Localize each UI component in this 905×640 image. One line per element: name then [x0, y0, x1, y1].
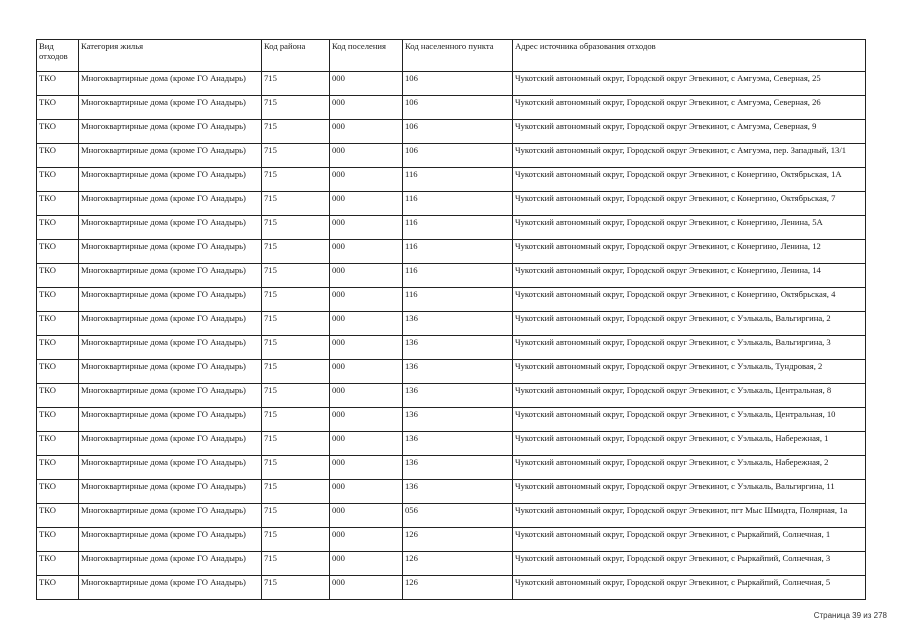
- cell-waste-type: ТКО: [37, 360, 79, 384]
- cell-settlement-code: 000: [330, 360, 403, 384]
- cell-housing-category: Многоквартирные дома (кроме ГО Анадырь): [79, 288, 262, 312]
- cell-housing-category: Многоквартирные дома (кроме ГО Анадырь): [79, 384, 262, 408]
- table-row: [37, 336, 866, 360]
- cell-district-code: 715: [262, 528, 330, 552]
- waste-sources-table: [36, 39, 866, 600]
- cell-district-code: 715: [262, 96, 330, 120]
- cell-settlement-code: 000: [330, 288, 403, 312]
- cell-locality-code: 116: [403, 288, 513, 312]
- cell-waste-type: ТКО: [37, 168, 79, 192]
- cell-district-code: 715: [262, 120, 330, 144]
- table-row: [37, 480, 866, 504]
- table-row: [37, 240, 866, 264]
- cell-locality-code: 106: [403, 144, 513, 168]
- cell-locality-code: 126: [403, 528, 513, 552]
- table-row: [37, 432, 866, 456]
- cell-locality-code: 136: [403, 456, 513, 480]
- cell-locality-code: 136: [403, 336, 513, 360]
- cell-source-address: Чукотский автономный округ, Городской округ Эгвекинот, с Конергино, Октябрьская, 7: [513, 192, 866, 216]
- table-row: [37, 192, 866, 216]
- cell-source-address: Чукотский автономный округ, Городской округ Эгвекинот, с Уэлькаль, Центральная, 8: [513, 384, 866, 408]
- cell-settlement-code: 000: [330, 480, 403, 504]
- cell-district-code: 715: [262, 480, 330, 504]
- table-row: [37, 264, 866, 288]
- cell-source-address: Чукотский автономный округ, Городской округ Эгвекинот, с Амгуэма, Северная, 25: [513, 72, 866, 96]
- cell-waste-type: ТКО: [37, 72, 79, 96]
- cell-district-code: 715: [262, 576, 330, 600]
- cell-settlement-code: 000: [330, 216, 403, 240]
- cell-settlement-code: 000: [330, 240, 403, 264]
- cell-waste-type: ТКО: [37, 264, 79, 288]
- header-housing-category: Категория жилья: [79, 40, 262, 72]
- table-row: [37, 120, 866, 144]
- cell-source-address: Чукотский автономный округ, Городской округ Эгвекинот, пгт Мыс Шмидта, Полярная, 1а: [513, 504, 866, 528]
- cell-waste-type: ТКО: [37, 552, 79, 576]
- cell-locality-code: 116: [403, 240, 513, 264]
- cell-locality-code: 136: [403, 408, 513, 432]
- cell-housing-category: Многоквартирные дома (кроме ГО Анадырь): [79, 480, 262, 504]
- cell-waste-type: ТКО: [37, 504, 79, 528]
- cell-district-code: 715: [262, 432, 330, 456]
- cell-source-address: Чукотский автономный округ, Городской округ Эгвекинот, с Конергино, Ленина, 5А: [513, 216, 866, 240]
- cell-settlement-code: 000: [330, 72, 403, 96]
- cell-waste-type: ТКО: [37, 528, 79, 552]
- cell-source-address: Чукотский автономный округ, Городской округ Эгвекинот, с Уэлькаль, Центральная, 10: [513, 408, 866, 432]
- table-row: [37, 288, 866, 312]
- cell-settlement-code: 000: [330, 192, 403, 216]
- header-locality-code: Код населенного пункта: [403, 40, 513, 72]
- cell-housing-category: Многоквартирные дома (кроме ГО Анадырь): [79, 576, 262, 600]
- cell-source-address: Чукотский автономный округ, Городской округ Эгвекинот, с Амгуэма, пер. Западный, 13/1: [513, 144, 866, 168]
- cell-housing-category: Многоквартирные дома (кроме ГО Анадырь): [79, 336, 262, 360]
- cell-housing-category: Многоквартирные дома (кроме ГО Анадырь): [79, 192, 262, 216]
- table-row: [37, 312, 866, 336]
- cell-housing-category: Многоквартирные дома (кроме ГО Анадырь): [79, 216, 262, 240]
- cell-locality-code: 126: [403, 576, 513, 600]
- table-row: [37, 504, 866, 528]
- cell-source-address: Чукотский автономный округ, Городской округ Эгвекинот, с Уэлькаль, Набережная, 1: [513, 432, 866, 456]
- table-row: [37, 576, 866, 600]
- cell-waste-type: ТКО: [37, 288, 79, 312]
- cell-waste-type: ТКО: [37, 576, 79, 600]
- cell-district-code: 715: [262, 336, 330, 360]
- header-district-code: Код района: [262, 40, 330, 72]
- cell-source-address: Чукотский автономный округ, Городской округ Эгвекинот, с Амгуэма, Северная, 26: [513, 96, 866, 120]
- table-row: [37, 456, 866, 480]
- table-row: [37, 216, 866, 240]
- cell-waste-type: ТКО: [37, 240, 79, 264]
- cell-waste-type: ТКО: [37, 384, 79, 408]
- cell-settlement-code: 000: [330, 576, 403, 600]
- cell-district-code: 715: [262, 312, 330, 336]
- cell-settlement-code: 000: [330, 408, 403, 432]
- cell-settlement-code: 000: [330, 312, 403, 336]
- cell-source-address: Чукотский автономный округ, Городской округ Эгвекинот, с Конергино, Ленина, 14: [513, 264, 866, 288]
- cell-locality-code: 106: [403, 72, 513, 96]
- cell-settlement-code: 000: [330, 528, 403, 552]
- cell-locality-code: 106: [403, 120, 513, 144]
- cell-locality-code: 136: [403, 384, 513, 408]
- cell-settlement-code: 000: [330, 384, 403, 408]
- table-row: [37, 144, 866, 168]
- cell-settlement-code: 000: [330, 264, 403, 288]
- cell-settlement-code: 000: [330, 336, 403, 360]
- table-row: [37, 96, 866, 120]
- cell-source-address: Чукотский автономный округ, Городской округ Эгвекинот, с Рыркайпий, Солнечная, 3: [513, 552, 866, 576]
- cell-locality-code: 106: [403, 96, 513, 120]
- cell-locality-code: 126: [403, 552, 513, 576]
- cell-district-code: 715: [262, 240, 330, 264]
- header-settlement-code: Код поселения: [330, 40, 403, 72]
- cell-district-code: 715: [262, 264, 330, 288]
- cell-settlement-code: 000: [330, 120, 403, 144]
- cell-housing-category: Многоквартирные дома (кроме ГО Анадырь): [79, 528, 262, 552]
- cell-waste-type: ТКО: [37, 216, 79, 240]
- cell-settlement-code: 000: [330, 504, 403, 528]
- cell-housing-category: Многоквартирные дома (кроме ГО Анадырь): [79, 96, 262, 120]
- cell-locality-code: 116: [403, 168, 513, 192]
- cell-housing-category: Многоквартирные дома (кроме ГО Анадырь): [79, 168, 262, 192]
- cell-source-address: Чукотский автономный округ, Городской округ Эгвекинот, с Уэлькаль, Вальгиргина, 11: [513, 480, 866, 504]
- cell-source-address: Чукотский автономный округ, Городской округ Эгвекинот, с Амгуэма, Северная, 9: [513, 120, 866, 144]
- table-row: [37, 360, 866, 384]
- cell-locality-code: 136: [403, 360, 513, 384]
- cell-housing-category: Многоквартирные дома (кроме ГО Анадырь): [79, 552, 262, 576]
- cell-locality-code: 136: [403, 480, 513, 504]
- cell-settlement-code: 000: [330, 96, 403, 120]
- cell-housing-category: Многоквартирные дома (кроме ГО Анадырь): [79, 264, 262, 288]
- cell-district-code: 715: [262, 504, 330, 528]
- cell-waste-type: ТКО: [37, 432, 79, 456]
- cell-district-code: 715: [262, 288, 330, 312]
- cell-housing-category: Многоквартирные дома (кроме ГО Анадырь): [79, 360, 262, 384]
- cell-district-code: 715: [262, 456, 330, 480]
- cell-waste-type: ТКО: [37, 336, 79, 360]
- cell-source-address: Чукотский автономный округ, Городской округ Эгвекинот, с Конергино, Ленина, 12: [513, 240, 866, 264]
- table-row: [37, 384, 866, 408]
- cell-source-address: Чукотский автономный округ, Городской округ Эгвекинот, с Рыркайпий, Солнечная, 1: [513, 528, 866, 552]
- cell-district-code: 715: [262, 384, 330, 408]
- cell-district-code: 715: [262, 552, 330, 576]
- cell-housing-category: Многоквартирные дома (кроме ГО Анадырь): [79, 120, 262, 144]
- cell-source-address: Чукотский автономный округ, Городской округ Эгвекинот, с Уэлькаль, Набережная, 2: [513, 456, 866, 480]
- cell-settlement-code: 000: [330, 432, 403, 456]
- cell-locality-code: 116: [403, 264, 513, 288]
- cell-district-code: 715: [262, 408, 330, 432]
- table-row: [37, 72, 866, 96]
- cell-source-address: Чукотский автономный округ, Городской округ Эгвекинот, с Рыркайпий, Солнечная, 5: [513, 576, 866, 600]
- cell-district-code: 715: [262, 144, 330, 168]
- cell-locality-code: 056: [403, 504, 513, 528]
- page-number: Страница 39 из 278: [813, 611, 887, 620]
- table-row: [37, 552, 866, 576]
- header-waste-type: Вид отходов: [37, 40, 79, 72]
- cell-settlement-code: 000: [330, 552, 403, 576]
- cell-housing-category: Многоквартирные дома (кроме ГО Анадырь): [79, 240, 262, 264]
- cell-waste-type: ТКО: [37, 192, 79, 216]
- cell-district-code: 715: [262, 72, 330, 96]
- table-row: [37, 408, 866, 432]
- cell-housing-category: Многоквартирные дома (кроме ГО Анадырь): [79, 72, 262, 96]
- cell-locality-code: 116: [403, 216, 513, 240]
- cell-district-code: 715: [262, 216, 330, 240]
- cell-source-address: Чукотский автономный округ, Городской округ Эгвекинот, с Конергино, Октябрьская, 4: [513, 288, 866, 312]
- cell-source-address: Чукотский автономный округ, Городской округ Эгвекинот, с Конергино, Октябрьская, 1А: [513, 168, 866, 192]
- cell-source-address: Чукотский автономный округ, Городской округ Эгвекинот, с Уэлькаль, Вальгиргина, 2: [513, 312, 866, 336]
- table-row: [37, 528, 866, 552]
- cell-housing-category: Многоквартирные дома (кроме ГО Анадырь): [79, 144, 262, 168]
- cell-housing-category: Многоквартирные дома (кроме ГО Анадырь): [79, 312, 262, 336]
- cell-district-code: 715: [262, 192, 330, 216]
- cell-source-address: Чукотский автономный округ, Городской округ Эгвекинот, с Уэлькаль, Вальгиргина, 3: [513, 336, 866, 360]
- cell-locality-code: 136: [403, 432, 513, 456]
- cell-housing-category: Многоквартирные дома (кроме ГО Анадырь): [79, 432, 262, 456]
- cell-district-code: 715: [262, 168, 330, 192]
- table-body: [37, 72, 866, 600]
- cell-housing-category: Многоквартирные дома (кроме ГО Анадырь): [79, 408, 262, 432]
- cell-settlement-code: 000: [330, 456, 403, 480]
- cell-settlement-code: 000: [330, 168, 403, 192]
- cell-waste-type: ТКО: [37, 120, 79, 144]
- cell-waste-type: ТКО: [37, 480, 79, 504]
- cell-housing-category: Многоквартирные дома (кроме ГО Анадырь): [79, 456, 262, 480]
- cell-waste-type: ТКО: [37, 312, 79, 336]
- cell-locality-code: 136: [403, 312, 513, 336]
- cell-locality-code: 116: [403, 192, 513, 216]
- cell-district-code: 715: [262, 360, 330, 384]
- table-header-row: [37, 40, 866, 72]
- cell-waste-type: ТКО: [37, 144, 79, 168]
- table-row: [37, 168, 866, 192]
- cell-housing-category: Многоквартирные дома (кроме ГО Анадырь): [79, 504, 262, 528]
- cell-settlement-code: 000: [330, 144, 403, 168]
- header-source-address: Адрес источника образования отходов: [513, 40, 866, 72]
- cell-waste-type: ТКО: [37, 456, 79, 480]
- cell-source-address: Чукотский автономный округ, Городской округ Эгвекинот, с Уэлькаль, Тундровая, 2: [513, 360, 866, 384]
- cell-waste-type: ТКО: [37, 408, 79, 432]
- cell-waste-type: ТКО: [37, 96, 79, 120]
